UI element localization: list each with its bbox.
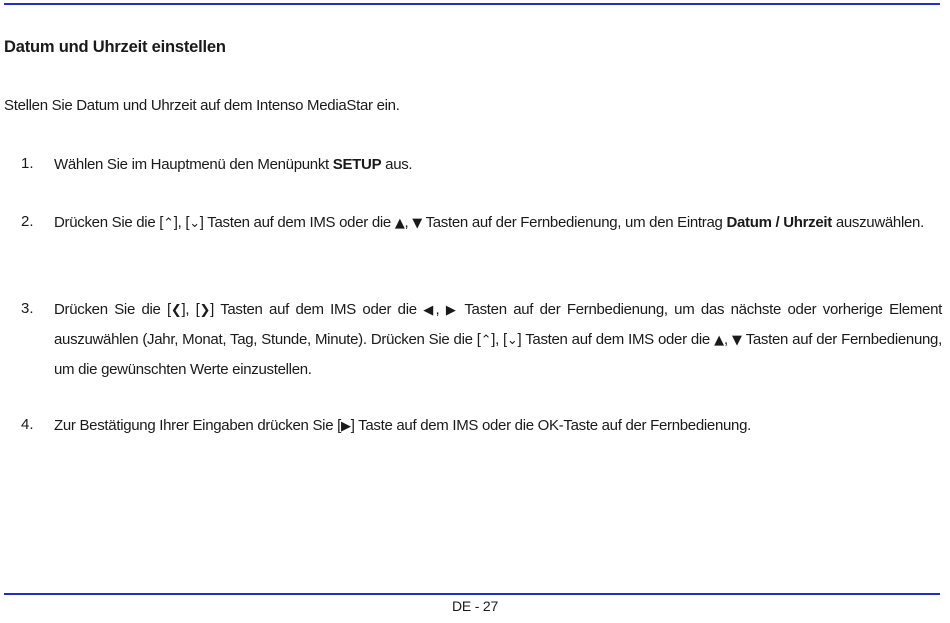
triangle-up-icon: ▲ (394, 216, 405, 231)
chevron-down-icon: ⌄ (506, 333, 518, 348)
triangle-down-icon: ▼ (731, 333, 742, 348)
datum-uhrzeit-keyword: Datum / Uhrzeit (726, 214, 832, 231)
intro-paragraph: Stellen Sie Datum und Uhrzeit auf dem Intenso MediaStar ein. (4, 97, 400, 114)
top-rule (4, 3, 940, 5)
chevron-down-icon: ⌄ (189, 216, 200, 231)
bottom-rule (4, 593, 940, 595)
chevron-left-icon: ❮ (170, 303, 182, 318)
section-heading: Datum und Uhrzeit einstellen (4, 38, 226, 56)
page-number: DE - 27 (451, 598, 499, 614)
triangle-right-icon: ▶ (340, 419, 351, 434)
chevron-up-icon: ⌃ (163, 216, 174, 231)
triangle-up-icon: ▲ (714, 333, 724, 348)
step-number: 2. (21, 213, 34, 230)
step-text: Drücken Sie die [❮], [❯] Tasten auf dem IMS oder die ◀, ▶ Tasten auf der Fernbedienung, um das nächste oder vorherige Element auszuwählen (Jahr, Monat, Tag, Stunde, Minute). Drücken Sie die [⌃], [⌄] Tasten auf dem IMS oder die ▲, ▼ Tasten auf der Fernbedienung, um die gewünschten Werte einzustellen. (54, 301, 942, 378)
triangle-down-icon: ▼ (412, 216, 422, 231)
step-text: Zur Bestätigung Ihrer Eingaben drücken Sie [▶] Taste auf dem IMS oder die OK-Taste auf der Fernbedienung. (54, 417, 751, 434)
chevron-right-icon: ❯ (199, 303, 211, 318)
triangle-right-icon: ▶ (445, 303, 459, 318)
setup-keyword: SETUP (332, 156, 382, 173)
triangle-left-icon: ◀ (423, 303, 436, 318)
step-number: 4. (21, 416, 34, 433)
chevron-up-icon: ⌃ (480, 333, 492, 348)
step-text: Drücken Sie die [⌃], [⌄] Tasten auf dem IMS oder die ▲, ▼ Tasten auf der Fernbedienung, um den Eintrag Datum / Uhrzeit auszuwählen. (54, 214, 924, 231)
step-number: 1. (21, 155, 34, 172)
step-text: Wählen Sie im Hauptmenü den Menüpunkt SETUP aus. (54, 156, 413, 173)
step-number: 3. (21, 300, 34, 317)
